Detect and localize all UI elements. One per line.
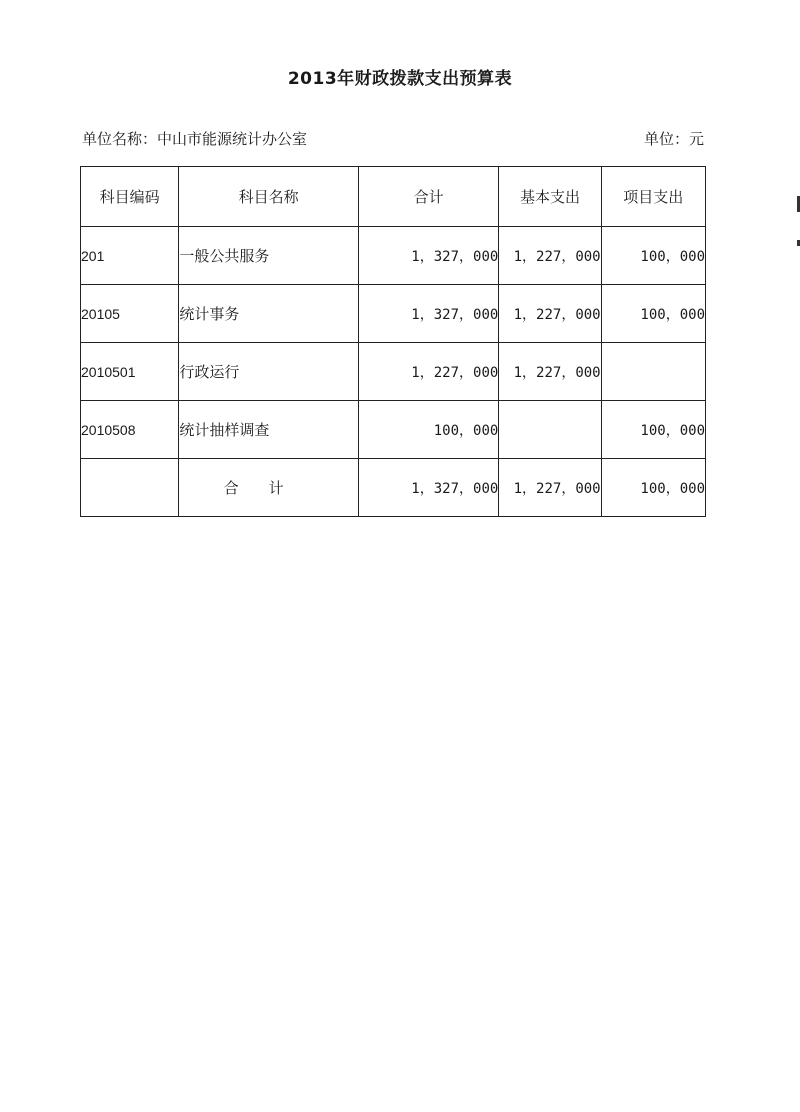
cell-code: 2010501 [81, 343, 179, 401]
cell-basic: 1，227，000 [499, 285, 601, 343]
cell-total: 1，327，000 [358, 285, 498, 343]
cell-name: 统计抽样调查 [179, 401, 359, 459]
cell-basic: 1，227，000 [499, 227, 601, 285]
header-project: 项目支出 [601, 167, 705, 227]
cell-project [601, 343, 705, 401]
cell-code: 20105 [81, 285, 179, 343]
table-row [81, 343, 706, 401]
cell-project: 100，000 [601, 285, 705, 343]
cell-basic [499, 401, 601, 459]
cell-project: 100，000 [601, 227, 705, 285]
cell-basic: 1，227，000 [499, 343, 601, 401]
summary-total: 1，327，000 [358, 459, 498, 517]
table-row [81, 401, 706, 459]
header-total: 合计 [358, 167, 498, 227]
currency-unit: 单位：元 [643, 130, 704, 148]
header-name: 科目名称 [179, 167, 359, 227]
summary-label: 合计 [179, 459, 359, 517]
cell-total: 1，327，000 [358, 227, 498, 285]
summary-code [81, 459, 179, 517]
cell-project: 100，000 [601, 401, 705, 459]
document-title: 2013年财政拨款支出预算表 [287, 69, 513, 89]
cell-name: 统计事务 [179, 285, 359, 343]
cell-name: 一般公共服务 [179, 227, 359, 285]
cell-code: 201 [81, 227, 179, 285]
header-code: 科目编码 [81, 167, 179, 227]
table-row [81, 285, 706, 343]
cell-total: 100，000 [358, 401, 498, 459]
cell-name: 行政运行 [179, 343, 359, 401]
table-header-row [81, 167, 706, 227]
summary-basic: 1，227，000 [499, 459, 601, 517]
cell-total: 1，227，000 [358, 343, 498, 401]
header-basic: 基本支出 [499, 167, 601, 227]
unit-name: 单位名称：中山市能源统计办公室 [82, 130, 308, 148]
summary-project: 100，000 [601, 459, 705, 517]
table-summary-row [81, 459, 706, 517]
budget-table [80, 166, 706, 517]
cell-code: 2010508 [81, 401, 179, 459]
table-row [81, 227, 706, 285]
